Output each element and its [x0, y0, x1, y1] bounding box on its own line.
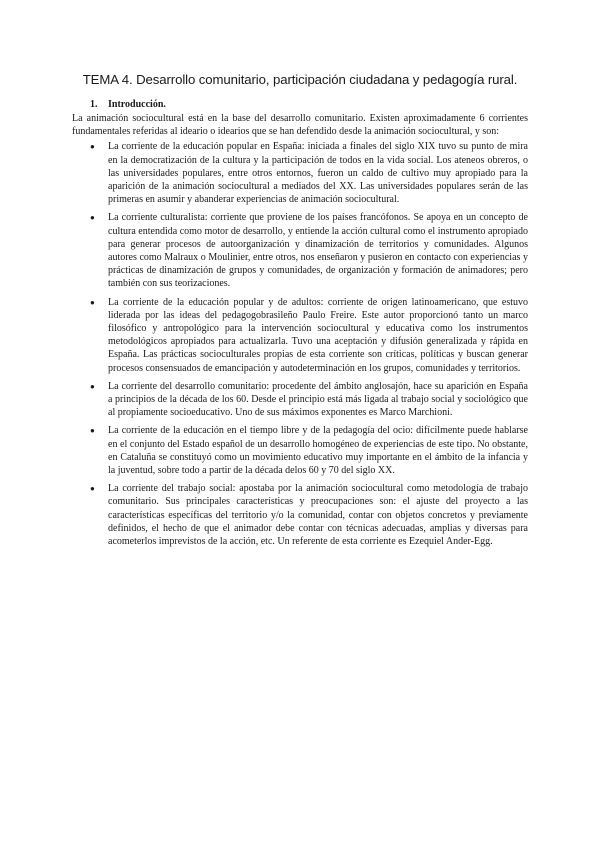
bullet-icon: ●: [90, 484, 95, 494]
list-item: [72, 482, 528, 548]
list-item: [72, 424, 528, 477]
bullet-icon: ●: [90, 213, 95, 223]
list-item: [72, 296, 528, 375]
list-item-text: La corriente de la educación popular y de adultos: corriente de origen latinoamericano, que estuvo liderada por las ideas del pedagogobrasileño Paulo Freire. Este autor proporcionó tanto un marco filosófico y antropológico para la intervención sociocultural y educativa como los instrumentos metodológicos apropiados para actualizarla. Tuvo una aceptación y difusión generalizada y rápida en España. Las prácticas socioculturales propias de esta corriente son críticas, políticas y buscan generar procesos consensuados de emancipación y autodeterminación en los grupos, comunidades y territorios.: [108, 296, 528, 374]
list-item-text: La corriente del desarrollo comunitario: procedente del ámbito anglosajón, hace su aparición en España a principios de la década de los 60. Desde el principio está más ligada al trabajo social y sociológico que al propiamente socioeducativo. Uno de sus máximos exponentes es Marco Marchioni.: [108, 380, 528, 419]
bullet-icon: ●: [90, 381, 95, 391]
page-title: TEMA 4. Desarrollo comunitario, participación ciudadana y pedagogía rural.: [82, 72, 518, 87]
section-heading: [90, 99, 528, 110]
list-item-text: La corriente de la educación en el tiempo libre y de la pedagogía del ocio: difícilmente puede hablarse en el conjunto del Estado español de un desarrollo homogéneo de experiencias de este tipo. No obstante, en Cataluña se constituyó como un movimiento educativo muy importante en el ámbito de la infancia y la juventud, sobre todo a partir de la década delos 60 y 70 del siglo XX.: [108, 425, 528, 477]
section-number: 1.: [90, 99, 98, 110]
list-item: [72, 211, 528, 290]
bullet-list: [72, 140, 528, 548]
list-item-text: La corriente culturalista: corriente que proviene de los países francófonos. Se apoya en un concepto de cultura entendida como motor de desarrollo, y entiende la acción cultural como el instrumento apropiado para generar procesos de autoorganización y dinamización de territorios y comunidades. Algunos autores como Malraux o Moulinier, entre otros, nos enseñaron y pusieron en contacto con experiencias y prácticas de dinamización de grupos y comunidades, de organización y formación de animadores; pero también con sus teorizaciones.: [108, 212, 528, 290]
list-item-text: La corriente de la educación popular en España: iniciada a finales del siglo XIX tuvo su punto de mira en la democratización de la cultura y la participación de todos en la vida social. Los ateneos obreros, o las universidades populares, entre otros entornos, fueron un caldo de cultivo muy apropiado para la aparición de la animación sociocultural a mediados del XX. Las universidades populares serán de las primeras en asumir y abanderar experiencias de animación sociocultural.: [108, 141, 528, 206]
list-item: [72, 140, 528, 206]
bullet-icon: ●: [90, 426, 95, 436]
intro-paragraph: La animación sociocultural está en la base del desarrollo comunitario. Existen aproximadamente 6 corrientes fundamentales referidas al ideario o idearios que se han defendido desde la animación sociocultural, y son:: [72, 113, 528, 138]
bullet-icon: ●: [90, 297, 95, 307]
document-page: [72, 72, 528, 553]
section-title: Introducción.: [108, 99, 166, 110]
list-item: [72, 380, 528, 420]
bullet-icon: ●: [90, 142, 95, 152]
list-item-text: La corriente del trabajo social: apostaba por la animación sociocultural como metodología de trabajo comunitario. Sus principales características y preocupaciones son: el ajuste del proyecto a las características específicas del territorio y/o la comunidad, contar con objetos concretos y previamente definidos, el hecho de que el animador debe contar con técnicas adecuadas, amplias y diversas para acometerlos imprevistos de la acción, etc. Un referente de esta corriente es Ezequiel Ander-Egg.: [108, 483, 528, 548]
